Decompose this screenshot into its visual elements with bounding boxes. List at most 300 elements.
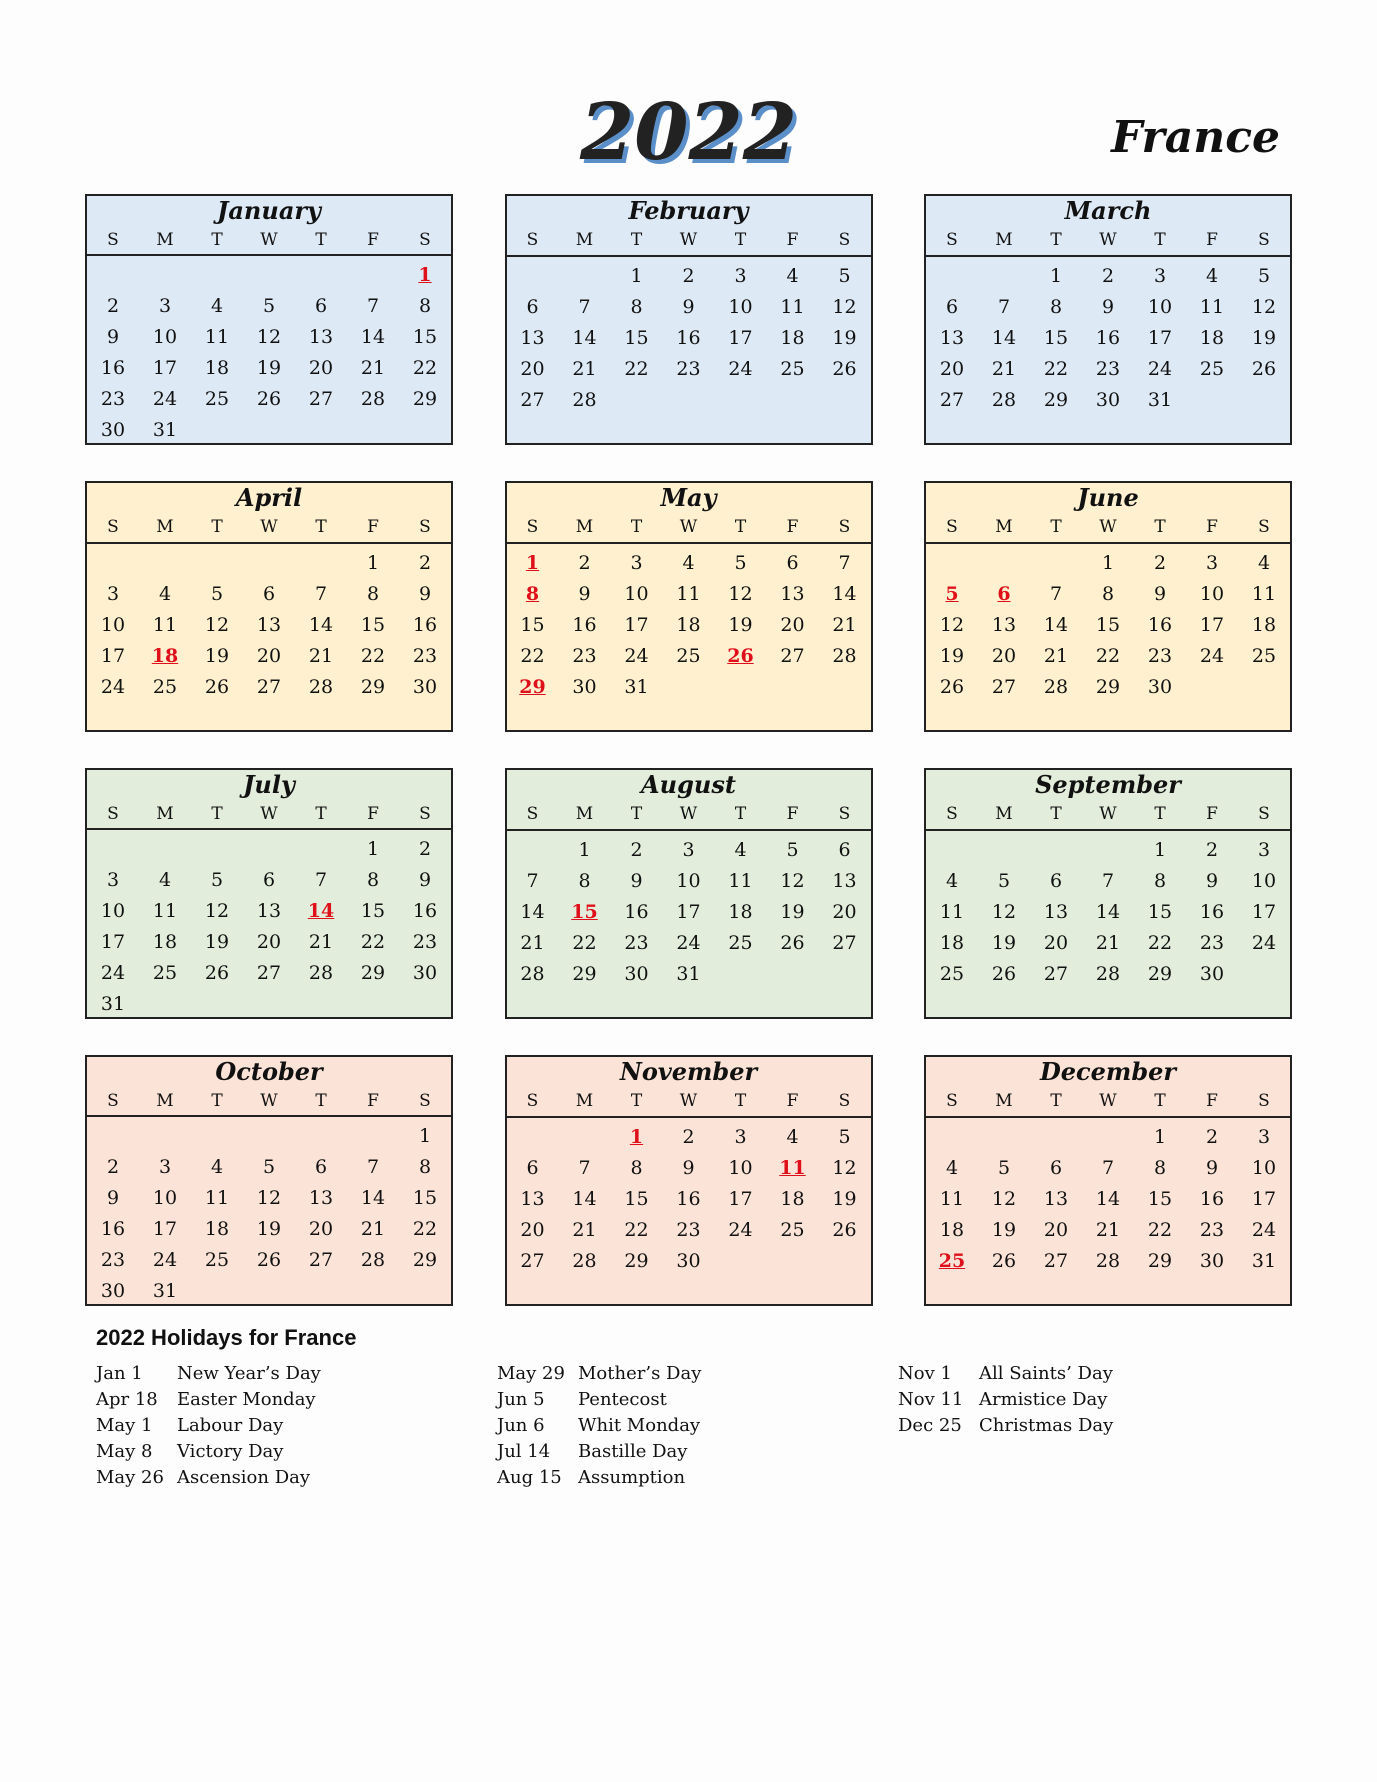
day-cell: 2 <box>106 295 120 317</box>
day-cell: 4 <box>210 295 224 317</box>
day-cell: 24 <box>1199 645 1225 667</box>
day-cell: 10 <box>624 583 649 605</box>
day-cell: 12 <box>991 1188 1017 1210</box>
day-cell: 16 <box>412 614 438 636</box>
day-cell: 26 <box>832 358 857 380</box>
day-grid <box>926 1118 1290 1277</box>
week-row <box>87 1183 451 1214</box>
day-cell: 12 <box>991 901 1017 923</box>
empty-day-cell <box>399 1276 451 1307</box>
day-cell: 9 <box>682 1157 695 1179</box>
day-cell: 21 <box>1095 932 1121 954</box>
day-cell: 25 <box>204 388 230 410</box>
holiday-row <box>898 1413 1113 1439</box>
day-cell: 21 <box>572 358 597 380</box>
day-cell: 1 <box>1101 552 1115 574</box>
month-may <box>505 481 873 732</box>
weekday-label: S <box>107 1091 119 1111</box>
month-name: May <box>660 483 717 512</box>
day-cell: 1 <box>630 265 643 287</box>
week-row <box>926 835 1290 866</box>
day-cell: 3 <box>734 265 747 287</box>
day-cell: 26 <box>204 962 230 984</box>
month-name: July <box>243 770 295 799</box>
holiday-row <box>497 1439 701 1465</box>
holiday-day-cell: 8 <box>525 583 540 605</box>
holiday-day-cell: 18 <box>151 645 179 667</box>
day-cell: 15 <box>1043 327 1069 349</box>
day-cell: 24 <box>728 1219 753 1241</box>
day-cell: 9 <box>578 583 591 605</box>
empty-day-cell <box>87 1121 139 1152</box>
month-december <box>924 1055 1292 1306</box>
day-cell: 24 <box>1251 1219 1277 1241</box>
month-august <box>505 768 873 1019</box>
empty-day-cell <box>611 385 663 416</box>
day-cell: 24 <box>152 1249 178 1271</box>
holiday-date: Nov 1 <box>898 1363 952 1384</box>
day-cell: 22 <box>1095 645 1121 667</box>
day-cell: 23 <box>624 932 649 954</box>
day-cell: 27 <box>780 645 805 667</box>
day-cell: 17 <box>1147 327 1173 349</box>
week-row <box>87 291 451 322</box>
day-cell: 6 <box>786 552 799 574</box>
day-cell: 2 <box>1205 839 1219 861</box>
day-cell: 3 <box>106 583 120 605</box>
day-cell: 8 <box>1153 870 1167 892</box>
day-cell: 15 <box>360 900 386 922</box>
day-cell: 4 <box>734 839 747 861</box>
day-cell: 6 <box>314 1156 328 1178</box>
day-grid <box>507 1118 871 1277</box>
day-cell: 9 <box>418 583 432 605</box>
day-cell: 11 <box>1251 583 1277 605</box>
day-cell: 9 <box>106 326 120 348</box>
day-cell: 18 <box>1199 327 1225 349</box>
week-row <box>87 322 451 353</box>
weekday-label: W <box>1099 230 1117 250</box>
week-row <box>87 353 451 384</box>
weekday-header <box>507 513 871 544</box>
day-cell: 17 <box>1251 901 1277 923</box>
weekday-label: S <box>526 230 539 250</box>
weekday-label: F <box>367 517 379 537</box>
holiday-column <box>96 1361 321 1491</box>
week-row <box>507 548 871 579</box>
day-cell: 1 <box>366 552 380 574</box>
day-cell: 20 <box>991 645 1017 667</box>
day-cell: 3 <box>106 869 120 891</box>
day-cell: 2 <box>630 839 643 861</box>
week-row <box>507 579 871 610</box>
holiday-column <box>898 1361 1113 1439</box>
weekday-label: F <box>1206 1091 1218 1111</box>
empty-day-cell <box>243 834 295 865</box>
day-cell: 7 <box>314 869 328 891</box>
weekday-header <box>926 1087 1290 1118</box>
day-cell: 29 <box>1147 963 1173 985</box>
day-cell: 12 <box>1251 296 1277 318</box>
day-cell: 2 <box>578 552 591 574</box>
day-cell: 11 <box>152 900 178 922</box>
weekday-label: F <box>1206 517 1218 537</box>
month-name: September <box>1035 770 1181 799</box>
day-cell: 21 <box>308 645 334 667</box>
day-cell: 23 <box>1147 645 1173 667</box>
day-cell: 23 <box>100 1249 126 1271</box>
day-cell: 10 <box>100 614 126 636</box>
month-january <box>85 194 453 445</box>
day-cell: 19 <box>832 327 857 349</box>
weekday-label: F <box>1206 230 1218 250</box>
week-row <box>87 641 451 672</box>
day-cell: 4 <box>786 265 799 287</box>
empty-day-cell <box>1186 672 1238 703</box>
day-cell: 21 <box>360 1218 386 1240</box>
day-cell: 7 <box>314 583 328 605</box>
week-row <box>87 415 451 446</box>
day-cell: 15 <box>1095 614 1121 636</box>
day-cell: 29 <box>1147 1250 1173 1272</box>
holiday-name: Christmas Day <box>979 1415 1114 1436</box>
day-cell: 11 <box>204 326 230 348</box>
week-row <box>926 1153 1290 1184</box>
week-row <box>507 1184 871 1215</box>
day-cell: 24 <box>676 932 701 954</box>
day-cell: 29 <box>572 963 597 985</box>
week-row <box>926 261 1290 292</box>
holiday-row <box>96 1465 321 1491</box>
holiday-day-cell: 14 <box>307 900 335 922</box>
empty-day-cell <box>191 415 243 446</box>
day-cell: 24 <box>624 645 649 667</box>
empty-day-cell <box>715 672 767 703</box>
week-row <box>87 989 451 1020</box>
weekday-label: T <box>1154 1091 1166 1111</box>
day-cell: 25 <box>204 1249 230 1271</box>
empty-day-cell <box>347 989 399 1020</box>
empty-day-cell <box>139 834 191 865</box>
empty-day-cell <box>243 415 295 446</box>
weekday-header <box>926 513 1290 544</box>
day-cell: 8 <box>630 296 643 318</box>
weekday-label: M <box>156 804 174 824</box>
weekday-label: W <box>260 230 278 250</box>
day-cell: 7 <box>997 296 1011 318</box>
day-cell: 20 <box>520 358 545 380</box>
empty-day-cell <box>1238 959 1290 990</box>
weekday-label: S <box>946 1091 958 1111</box>
day-cell: 8 <box>1153 1157 1167 1179</box>
day-cell: 22 <box>412 1218 438 1240</box>
day-grid <box>507 544 871 703</box>
weekday-label: W <box>1099 1091 1117 1111</box>
empty-day-cell <box>559 1122 611 1153</box>
day-cell: 12 <box>256 326 282 348</box>
weekday-header <box>87 1087 451 1117</box>
weekday-label: M <box>156 517 174 537</box>
weekday-label: S <box>1258 517 1270 537</box>
weekday-label: S <box>1258 230 1270 250</box>
empty-day-cell <box>819 672 871 703</box>
day-cell: 22 <box>360 931 386 953</box>
day-cell: 20 <box>832 901 857 923</box>
day-cell: 18 <box>676 614 701 636</box>
day-cell: 29 <box>1043 389 1069 411</box>
day-cell: 15 <box>412 1187 438 1209</box>
holiday-day-cell: 5 <box>945 583 959 605</box>
week-row <box>507 1153 871 1184</box>
holiday-date: Dec 25 <box>898 1415 962 1436</box>
month-july <box>85 768 453 1019</box>
day-cell: 13 <box>780 583 805 605</box>
week-row <box>926 1215 1290 1246</box>
day-cell: 17 <box>100 645 126 667</box>
day-cell: 20 <box>1043 932 1069 954</box>
holiday-date: May 8 <box>96 1441 153 1462</box>
weekday-label: T <box>630 804 643 824</box>
empty-day-cell <box>819 385 871 416</box>
week-row <box>87 1214 451 1245</box>
day-cell: 12 <box>204 900 230 922</box>
day-cell: 2 <box>1205 1126 1219 1148</box>
empty-day-cell <box>1030 1122 1082 1153</box>
week-row <box>926 323 1290 354</box>
day-cell: 25 <box>152 676 178 698</box>
week-row <box>926 548 1290 579</box>
day-cell: 15 <box>520 614 545 636</box>
empty-day-cell <box>191 1121 243 1152</box>
day-cell: 16 <box>100 1218 126 1240</box>
empty-day-cell <box>507 835 559 866</box>
weekday-header <box>926 800 1290 831</box>
day-cell: 25 <box>728 932 753 954</box>
weekday-label: T <box>734 1091 747 1111</box>
empty-day-cell <box>1030 548 1082 579</box>
empty-day-cell <box>295 415 347 446</box>
day-cell: 4 <box>158 869 172 891</box>
empty-day-cell <box>978 835 1030 866</box>
day-cell: 9 <box>1153 583 1167 605</box>
weekday-label: W <box>260 1091 278 1111</box>
day-cell: 5 <box>262 295 276 317</box>
day-cell: 28 <box>832 645 857 667</box>
weekday-label: F <box>786 1091 799 1111</box>
day-cell: 18 <box>939 1219 965 1241</box>
day-cell: 31 <box>1147 389 1173 411</box>
holiday-day-cell: 15 <box>571 901 598 923</box>
holiday-name: Ascension Day <box>177 1467 311 1488</box>
empty-day-cell <box>1030 835 1082 866</box>
weekday-label: S <box>1258 1091 1270 1111</box>
holiday-date: May 29 <box>497 1363 565 1384</box>
day-cell: 8 <box>1049 296 1063 318</box>
day-cell: 12 <box>204 614 230 636</box>
month-june <box>924 481 1292 732</box>
day-cell: 23 <box>412 931 438 953</box>
day-cell: 22 <box>1147 932 1173 954</box>
empty-day-cell <box>139 548 191 579</box>
day-cell: 19 <box>256 357 282 379</box>
week-row <box>507 610 871 641</box>
day-cell: 28 <box>1095 963 1121 985</box>
day-cell: 3 <box>682 839 695 861</box>
day-cell: 18 <box>204 1218 230 1240</box>
day-cell: 11 <box>939 1188 965 1210</box>
day-cell: 31 <box>624 676 649 698</box>
empty-day-cell <box>87 260 139 291</box>
day-cell: 28 <box>360 1249 386 1271</box>
day-grid <box>507 831 871 990</box>
day-cell: 27 <box>1043 1250 1069 1272</box>
weekday-label: S <box>526 804 539 824</box>
week-row <box>507 323 871 354</box>
day-cell: 20 <box>939 358 965 380</box>
day-cell: 25 <box>1251 645 1277 667</box>
day-cell: 22 <box>624 358 649 380</box>
holiday-name: Armistice Day <box>979 1389 1108 1410</box>
day-cell: 14 <box>832 583 857 605</box>
day-cell: 4 <box>1257 552 1271 574</box>
day-cell: 2 <box>418 838 432 860</box>
day-cell: 16 <box>572 614 597 636</box>
holiday-date: Jun 5 <box>497 1389 545 1410</box>
day-cell: 20 <box>520 1219 545 1241</box>
day-cell: 28 <box>360 388 386 410</box>
weekday-label: T <box>1050 804 1062 824</box>
day-cell: 31 <box>1251 1250 1277 1272</box>
week-row <box>507 385 871 416</box>
day-cell: 23 <box>572 645 597 667</box>
day-grid <box>87 1117 451 1307</box>
weekday-label: T <box>1154 230 1166 250</box>
week-row <box>926 866 1290 897</box>
weekday-label: M <box>995 1091 1013 1111</box>
day-cell: 28 <box>572 1250 597 1272</box>
day-cell: 14 <box>360 1187 386 1209</box>
empty-day-cell <box>295 989 347 1020</box>
day-cell: 26 <box>832 1219 857 1241</box>
day-cell: 17 <box>1251 1188 1277 1210</box>
week-row <box>87 1121 451 1152</box>
weekday-label: W <box>679 517 698 537</box>
day-cell: 17 <box>100 931 126 953</box>
weekday-label: S <box>838 1091 851 1111</box>
empty-day-cell <box>295 548 347 579</box>
holiday-name: New Year’s Day <box>177 1363 321 1384</box>
weekday-label: F <box>367 1091 379 1111</box>
holiday-name: Mother’s Day <box>578 1363 702 1384</box>
week-row <box>507 672 871 703</box>
empty-day-cell <box>663 385 715 416</box>
day-cell: 5 <box>786 839 799 861</box>
holiday-name: Bastille Day <box>578 1441 688 1462</box>
day-cell: 25 <box>1199 358 1225 380</box>
holiday-date: Jun 6 <box>497 1415 545 1436</box>
holiday-row <box>898 1361 1113 1387</box>
weekday-label: F <box>1206 804 1218 824</box>
week-row <box>926 354 1290 385</box>
weekday-label: F <box>786 804 799 824</box>
day-cell: 30 <box>572 676 597 698</box>
day-cell: 22 <box>1147 1219 1173 1241</box>
week-row <box>87 260 451 291</box>
day-cell: 4 <box>1205 265 1219 287</box>
empty-day-cell <box>399 415 451 446</box>
week-row <box>87 548 451 579</box>
day-cell: 18 <box>152 931 178 953</box>
day-cell: 6 <box>1049 1157 1063 1179</box>
day-cell: 23 <box>1199 1219 1225 1241</box>
day-cell: 24 <box>1147 358 1173 380</box>
weekday-label: T <box>315 804 327 824</box>
empty-day-cell <box>767 959 819 990</box>
month-name: April <box>235 483 303 512</box>
day-cell: 8 <box>366 583 380 605</box>
day-cell: 11 <box>204 1187 230 1209</box>
day-cell: 24 <box>1251 932 1277 954</box>
day-cell: 27 <box>308 388 334 410</box>
weekday-label: M <box>575 517 594 537</box>
holiday-row <box>96 1439 321 1465</box>
week-row <box>507 959 871 990</box>
weekday-label: M <box>995 230 1013 250</box>
week-row <box>507 835 871 866</box>
weekday-label: M <box>995 517 1013 537</box>
weekday-label: W <box>1099 804 1117 824</box>
empty-day-cell <box>767 385 819 416</box>
day-cell: 26 <box>1251 358 1277 380</box>
day-cell: 10 <box>728 1157 753 1179</box>
week-row <box>87 896 451 927</box>
holiday-date: Jul 14 <box>497 1441 551 1462</box>
week-row <box>926 928 1290 959</box>
weekday-label: T <box>211 517 223 537</box>
holiday-row <box>497 1413 701 1439</box>
day-cell: 4 <box>158 583 172 605</box>
empty-day-cell <box>819 959 871 990</box>
day-cell: 28 <box>520 963 545 985</box>
day-cell: 8 <box>366 869 380 891</box>
weekday-label: F <box>786 517 799 537</box>
holiday-name: Pentecost <box>578 1389 667 1410</box>
holiday-date: Nov 11 <box>898 1389 964 1410</box>
holiday-row <box>898 1387 1113 1413</box>
month-september <box>924 768 1292 1019</box>
day-cell: 14 <box>1043 614 1069 636</box>
month-name: October <box>215 1057 323 1086</box>
day-cell: 3 <box>734 1126 747 1148</box>
empty-day-cell <box>1238 385 1290 416</box>
week-row <box>87 610 451 641</box>
weekday-label: S <box>838 230 851 250</box>
week-row <box>507 292 871 323</box>
empty-day-cell <box>715 385 767 416</box>
weekday-label: S <box>107 517 119 537</box>
weekday-label: F <box>367 230 379 250</box>
day-cell: 7 <box>838 552 851 574</box>
day-cell: 7 <box>366 1156 380 1178</box>
day-cell: 15 <box>624 327 649 349</box>
holiday-row <box>497 1387 701 1413</box>
day-cell: 23 <box>676 1219 701 1241</box>
weekday-label: T <box>211 804 223 824</box>
day-cell: 6 <box>1049 870 1063 892</box>
weekday-label: S <box>526 517 539 537</box>
day-cell: 17 <box>152 357 178 379</box>
day-cell: 9 <box>1101 296 1115 318</box>
